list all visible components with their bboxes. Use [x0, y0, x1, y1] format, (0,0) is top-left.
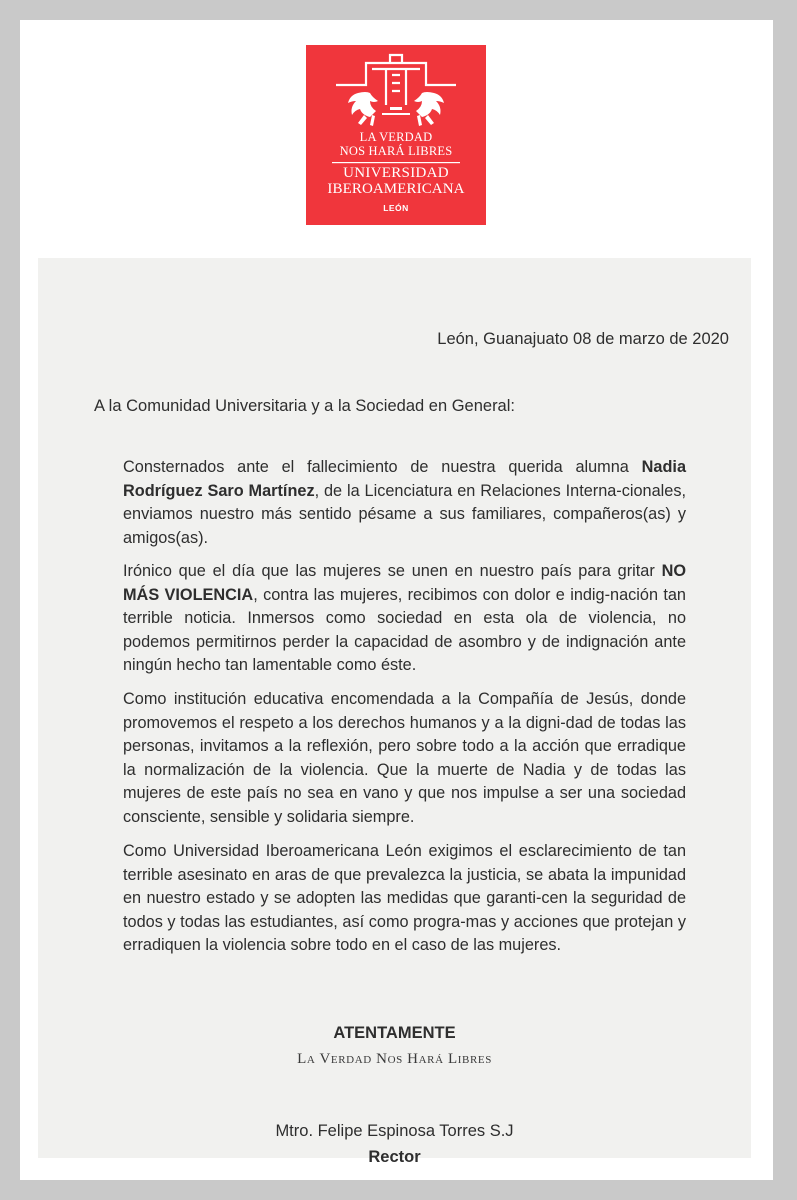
signer-role: Rector — [368, 1148, 421, 1166]
letter-page — [20, 20, 773, 1180]
letter-greeting: A la Comunidad Universitaria y a la Sociedad en General: — [94, 397, 515, 415]
logo-university-line2: IBEROAMERICANA — [327, 181, 465, 197]
paragraph-text: , de la Licenciatura en Relaciones Interna-cionales, enviamos nuestro más sentido pésame a sus familiares, compañeros(as) y amigos(as). — [123, 481, 686, 547]
paragraph-text: Consternados ante el fallecimiento de nuestra querida alumna — [123, 458, 642, 476]
university-logo — [306, 45, 486, 225]
paragraph-condolences — [123, 456, 686, 550]
closing-motto: La Verdad Nos Hará Libres — [297, 1051, 492, 1067]
logo-motto-line1: LA VERDAD — [359, 130, 433, 144]
letter-date: León, Guanajuato 08 de marzo de 2020 — [437, 330, 729, 348]
closing-salutation: ATENTAMENTE — [333, 1024, 456, 1042]
paragraph-text: , contra las mujeres, recibimos con dolor e indig-nación tan terrible noticia. Inmersos como sociedad en esta ola de violencia, no podemos permitirnos perder la capacidad de asombro y de indignación ante ningún hecho tan lamentable como éste. — [123, 585, 686, 674]
paragraph-violence — [123, 560, 686, 678]
signer-name: Mtro. Felipe Espinosa Torres S.J — [275, 1122, 514, 1140]
logo-university-line1: UNIVERSIDAD — [343, 165, 449, 181]
paragraph-text: Irónico que el día que las mujeres se unen en nuestro país para gritar — [123, 562, 662, 580]
logo-motto-line2: NOS HARÁ LIBRES — [339, 144, 453, 158]
logo-campus: LEÓN — [383, 203, 409, 213]
slogan-text: NO MÁS VIOLENCIA — [123, 562, 686, 604]
letter-body — [38, 258, 751, 1166]
student-name: Nadia Rodríguez Saro Martínez — [123, 458, 686, 500]
paragraph-demands: Como Universidad Iberoamericana León exigimos el esclarecimiento de tan terrible asesinato en aras de que prevalezca la justicia, se abata la impunidad en nuestro estado y se adopten las medidas que garanti-cen la seguridad de todos y todas las estudiantes, así como progra-mas y acciones que protejan y erradiquen la violencia sobre todo en el caso de las mujeres. — [123, 842, 686, 954]
paragraph-institution: Como institución educativa encomendada a la Compañía de Jesús, donde promovemos el respeto a los derechos humanos y a la digni-dad de todas las personas, invitamos a la reflexión, pero sobre todo a la acción que erradique la normalización de la violencia. Que la muerte de Nadia y de todas las mujeres de este país no sea en vano y que nos impulse a ser una sociedad consciente, sensible y solidaria siempre. — [123, 690, 686, 826]
